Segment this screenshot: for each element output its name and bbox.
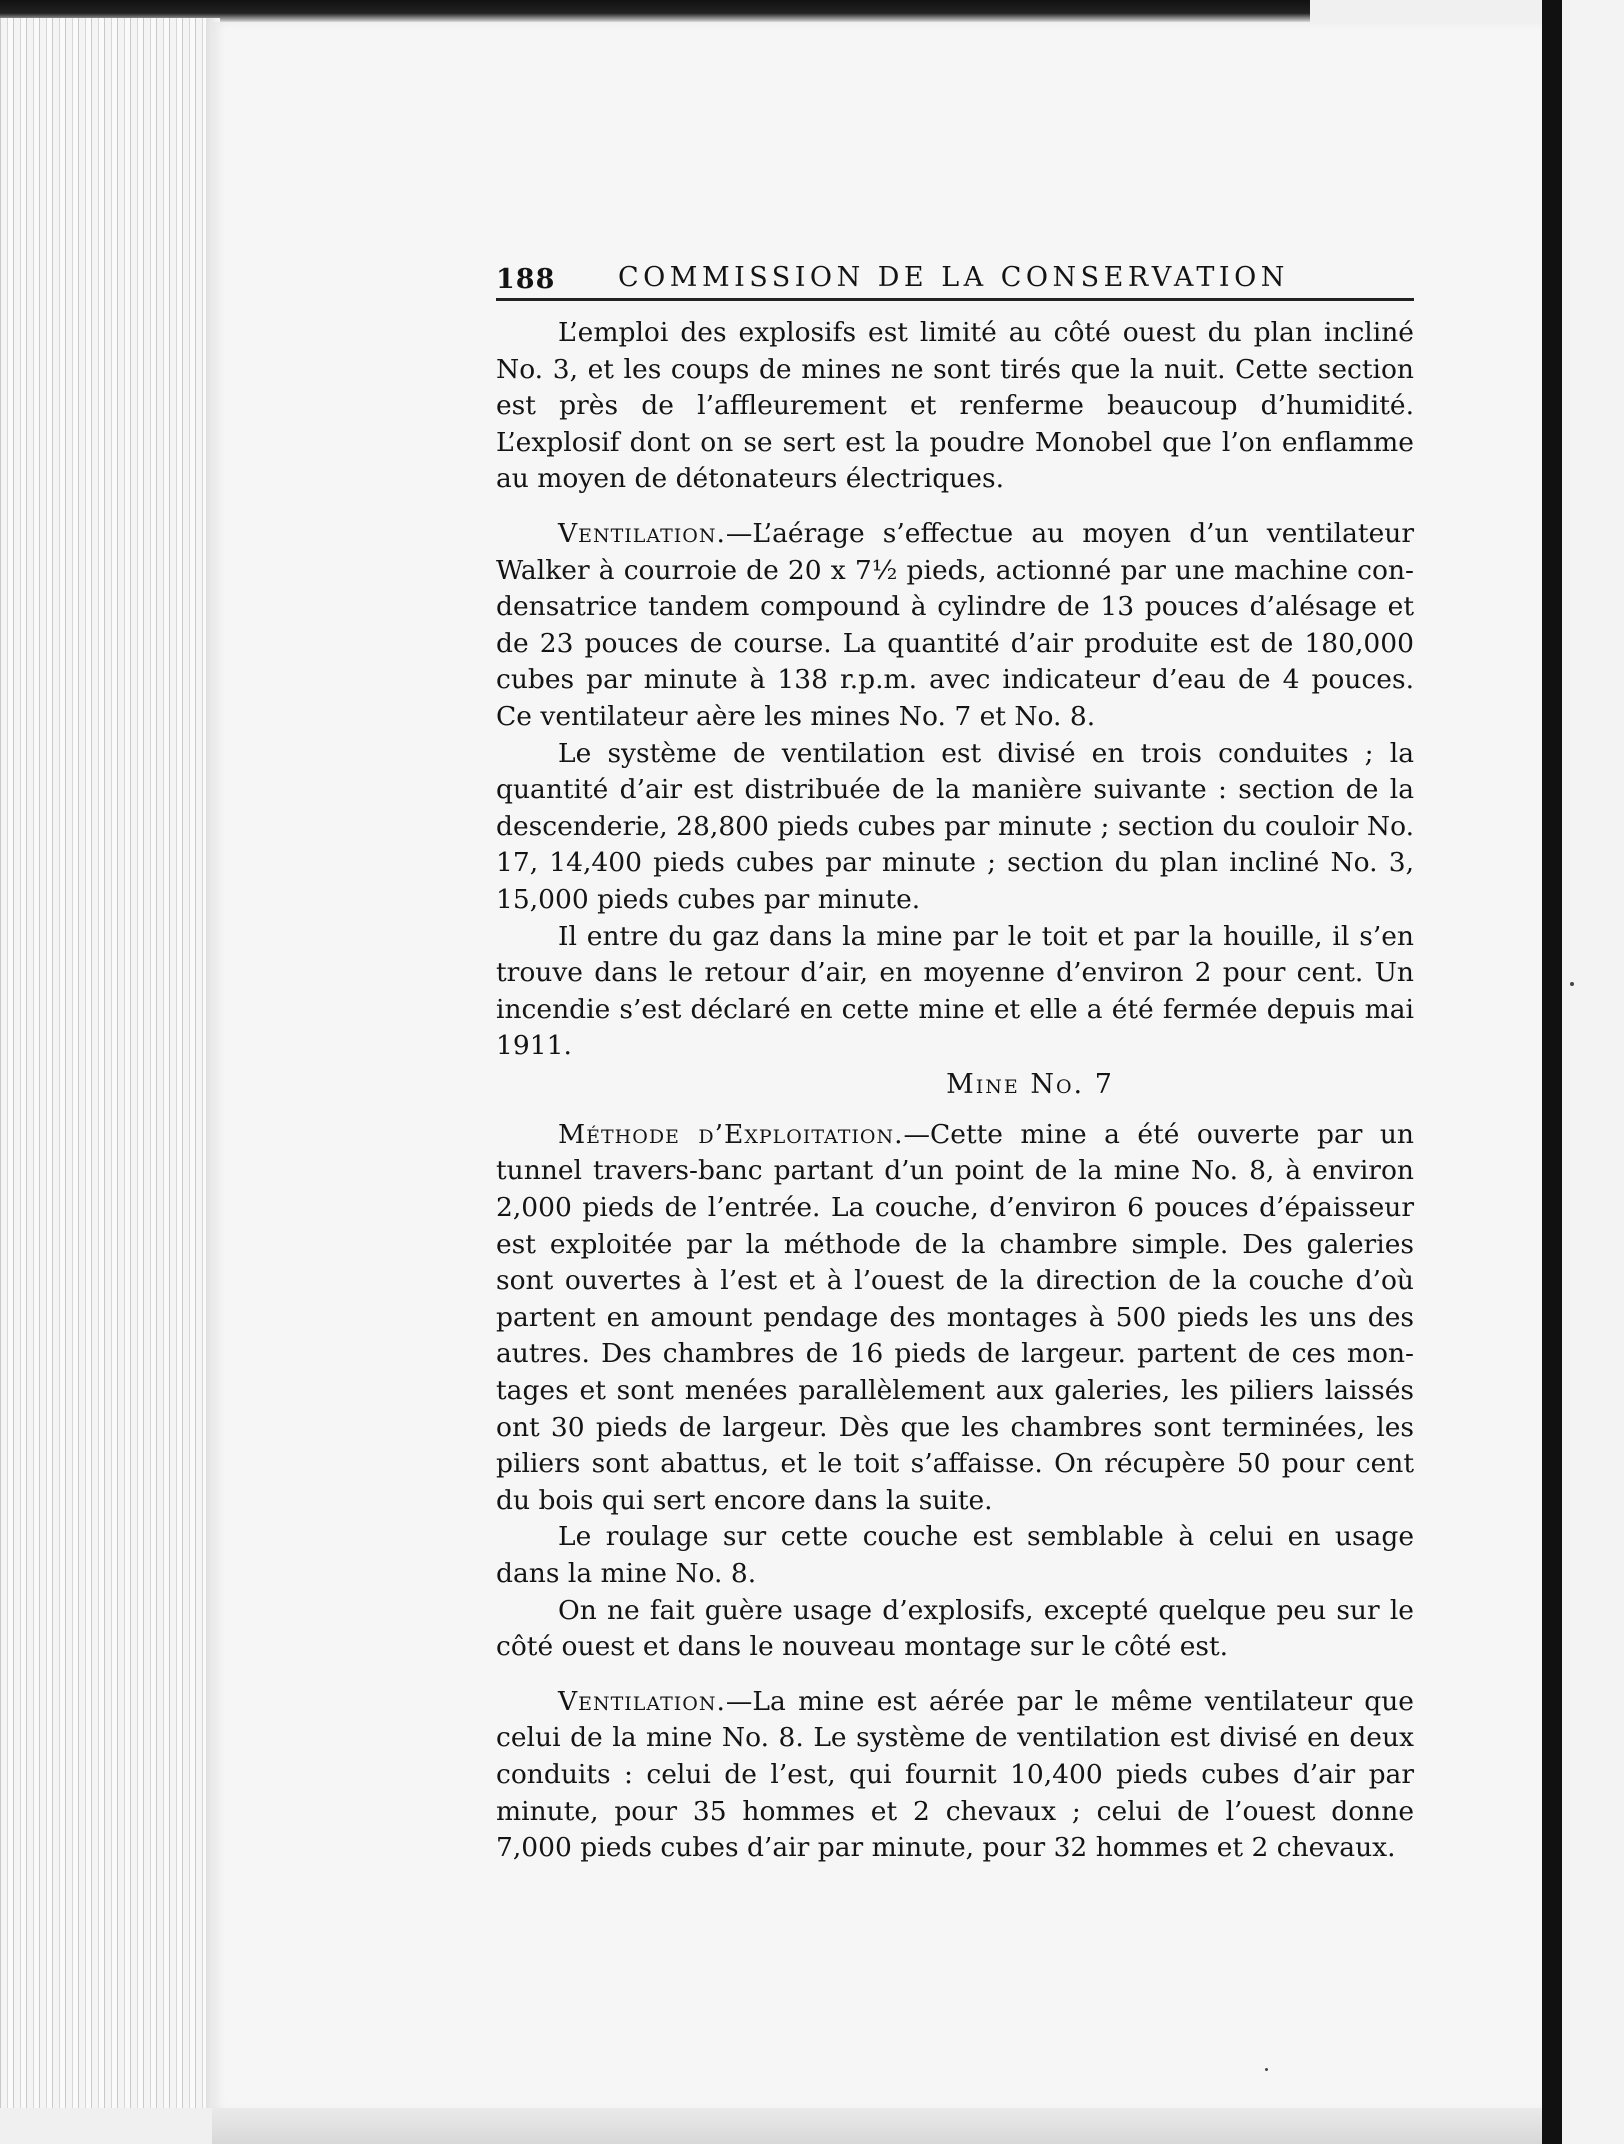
paragraph-ventilation-system: Le système de ventilation est divisé en trois conduites ; la quantité d’air est distribuée de la manière suivante : section de la descenderie, 28,800 pieds cubes par minute ; section du couloir No. 17, 14,400 pieds cubes par minute ; section du plan incliné No. 3, 15,000 pieds cubes par minute. bbox=[496, 737, 1414, 915]
scan-speck bbox=[1265, 2068, 1268, 2071]
paragraph-body: —L’aérage s’effectue au moyen d’un ventilateur Walker à courroie de 20 x 7½ pieds, actionné par une machine condensatrice tandem compound à cylindre de 13 pouces d’alésage et de 23 pouces de course. La quantité d’air produite est de 180,000 cubes par minute à 138 r.p.m. avec indicateur d’eau de 4 pouces. Ce ventilateur aère les mines No. 7 et No. 8. bbox=[496, 517, 1414, 732]
right-margin bbox=[1562, 0, 1624, 2144]
run-in-heading: Ventilation. bbox=[558, 1685, 726, 1717]
run-in-heading: Méthode d’Exploitation. bbox=[558, 1118, 904, 1150]
right-gutter-shadow bbox=[1542, 0, 1562, 2144]
paragraph-ventilation bbox=[496, 516, 1414, 736]
running-title: COMMISSION DE LA CONSERVATION bbox=[618, 262, 1289, 293]
page-number: 188 bbox=[496, 264, 556, 295]
paragraph-explosives: L’emploi des explosifs est limité au côté ouest du plan incliné No. 3, et les coups de mines ne sont tirés que la nuit. Cette section est près de l’affleurement et renferme beaucoup d’humidité. L’explosif dont on se sert est la poudre Monobel que l’on enflamme au moyen de détonateurs électriques. bbox=[496, 317, 1414, 495]
run-in-heading: Ventilation. bbox=[558, 517, 726, 549]
scan-speck bbox=[1570, 982, 1574, 986]
paragraph-gas: Il entre du gaz dans la mine par le toit et par la houille, il s’en trouve dans le retour d’air, en moyenne d’environ 2 pour cent. Un incendie s’est déclaré en cette mine et elle a été fermée depuis mai 1911. bbox=[496, 920, 1414, 1062]
paragraph-ventilation-mine-7 bbox=[496, 1684, 1414, 1867]
paragraph-exploitation-method bbox=[496, 1117, 1414, 1520]
paragraph-body: —La mine est aérée par le même ventilateur que celui de la mine No. 8. Le système de ventilation est divisé en deux conduits : celui de l’est, qui fournit 10,400 pieds cubes d’air par minute, pour 35 hommes et 2 chevaux ; celui de l’ouest donne 7,000 pieds cubes d’air par minute, pour 32 hommes et 2 chevaux. bbox=[496, 1685, 1414, 1864]
paragraph-explosives-usage: On ne fait guère usage d’explosifs, excepté quelque peu sur le côté ouest et dans le nouveau montage sur le côté est. bbox=[496, 1594, 1414, 1663]
bottom-page-edge bbox=[212, 2108, 1542, 2144]
paragraph-haulage: Le roulage sur cette couche est semblable à celui en usage dans la mine No. 8. bbox=[496, 1521, 1414, 1589]
page-text-block bbox=[496, 250, 1414, 1867]
paragraph-body: —Cette mine a été ouverte par un tunnel travers-banc partant d’un point de la mine No. 8, à environ 2,000 pieds de l’entrée. La couche, d’environ 6 pouces d’épaisseur est exploitée par la méthode de la chambre simple. Des galeries sont ouvertes à l’est et à l’ouest de la direction de la couche d’où partent en amount pendage des montages à 500 pieds les uns des autres. Des chambres de 16 pieds de largeur. partent de ces montages et sont menées parallèlement aux galeries, les piliers laissés ont 30 pieds de largeur. Dès que les chambres sont terminées, les piliers sont abattus, et le toit s’affaisse. On récupère 50 pour cent du bois qui sert encore dans la suite. bbox=[496, 1118, 1414, 1516]
section-heading: Mine No. 7 bbox=[946, 1068, 1114, 1100]
stacked-page-edges bbox=[0, 18, 220, 2108]
running-head bbox=[496, 250, 1414, 301]
